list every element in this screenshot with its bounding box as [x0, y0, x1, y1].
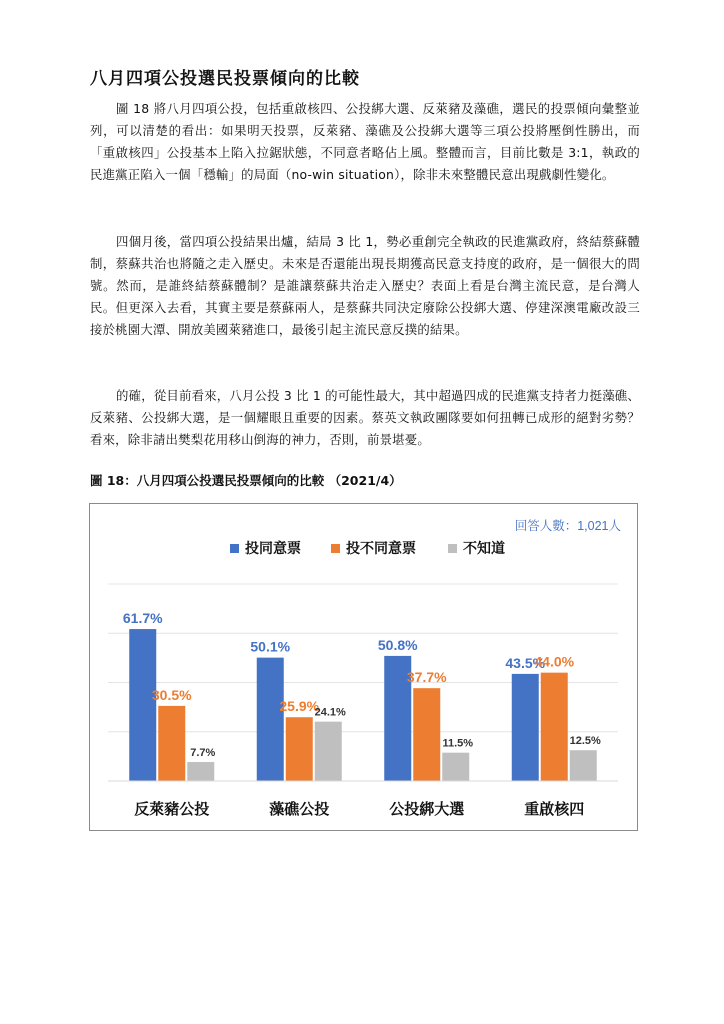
bar-chart — [90, 504, 636, 829]
category-label-3: 公投綁大選 — [389, 801, 465, 818]
page-title: 八月四項公投選民投票傾向的比較 — [90, 69, 360, 89]
legend-label-2: 投不同意票 — [346, 540, 416, 556]
bar-1-1 — [129, 629, 156, 781]
figure-caption: 圖 18：八月四項公投選民投票傾向的比較 （2021/4） — [90, 473, 402, 488]
bar-2-4 — [541, 673, 568, 781]
bar-1-2 — [257, 658, 284, 781]
data-label-2-4: 44.0% — [534, 653, 575, 670]
category-label-1: 反萊豬公投 — [134, 801, 210, 818]
respondent-count: 回答人數：1,021人 — [514, 519, 621, 533]
data-label-3-2: 24.1% — [314, 706, 346, 719]
category-label-2: 藻礁公投 — [269, 801, 330, 818]
data-label-3-3: 11.5% — [442, 737, 474, 750]
paragraph-3: 的確，從目前看來，八月公投 3 比 1 的可能性最大，其中超過四成的民進黨支持者力挺藻礁、反萊豬、公投綁大選，是一個耀眼且重要的因素。蔡英文執政團隊要如何扭轉已成形的絕對劣勢？看來，除非請出樊梨花用移山倒海的神力，否則，前景堪憂。 — [90, 388, 640, 447]
data-label-1-4: 43.5% — [505, 654, 546, 671]
data-label-3-4: 12.5% — [569, 735, 601, 748]
legend-swatch-1 — [230, 544, 239, 553]
paragraph-1: 圖 18 將八月四項公投，包括重啟核四、公投綁大選、反萊豬及藻礁，選民的投票傾向彙整並列，可以清楚的看出：如果明天投票，反萊豬、藻礁及公投綁大選等三項公投將壓倒性勝出，而「重啟核四」公投基本上陷入拉鋸狀態，不同意者略佔上風。整體而言，目前比數是 3:1，執政的民進黨正陷入一個「穩輸」的局面（no-win situation），除非未來整體民意出現戲劇性變化。 — [90, 101, 640, 182]
bar-2-1 — [158, 706, 185, 781]
data-label-2-3: 37.7% — [406, 669, 447, 686]
bar-3-1 — [187, 762, 214, 781]
chart-frame — [89, 503, 638, 831]
legend-label-1: 投同意票 — [245, 540, 301, 556]
paragraph-2: 四個月後，當四項公投結果出爐，結局 3 比 1，勢必重創完全執政的民進黨政府，終結蔡蘇體制，蔡蘇共治也將隨之走入歷史。未來是否還能出現長期獲高民意支持度的政府，是一個很大的問號。然而，是誰終結蔡蘇體制？是誰讓蔡蘇共治走入歷史？表面上看是台灣主流民意，是台灣人民。但更深入去看，其實主要是蔡蘇兩人，是蔡蘇共同決定廢除公投綁大選、停建深澳電廠改設三接於桃園大潭、開放美國萊豬進口，最後引起主流民意反撲的結果。 — [90, 234, 640, 337]
legend-swatch-2 — [331, 544, 340, 553]
legend-label-3: 不知道 — [463, 540, 505, 556]
data-label-2-2: 25.9% — [279, 698, 320, 715]
bar-3-2 — [315, 722, 342, 781]
bar-3-4 — [570, 750, 597, 781]
data-label-2-1: 30.5% — [151, 686, 192, 703]
bar-2-3 — [413, 688, 440, 781]
data-label-3-1: 7.7% — [190, 747, 216, 760]
category-label-4: 重啟核四 — [524, 801, 585, 818]
data-label-1-2: 50.1% — [250, 638, 291, 655]
data-label-1-1: 61.7% — [122, 610, 163, 627]
bar-3-3 — [442, 753, 469, 781]
bar-2-2 — [286, 717, 313, 781]
bar-1-4 — [512, 674, 539, 781]
legend-swatch-3 — [448, 544, 457, 553]
data-label-1-3: 50.8% — [377, 636, 418, 653]
